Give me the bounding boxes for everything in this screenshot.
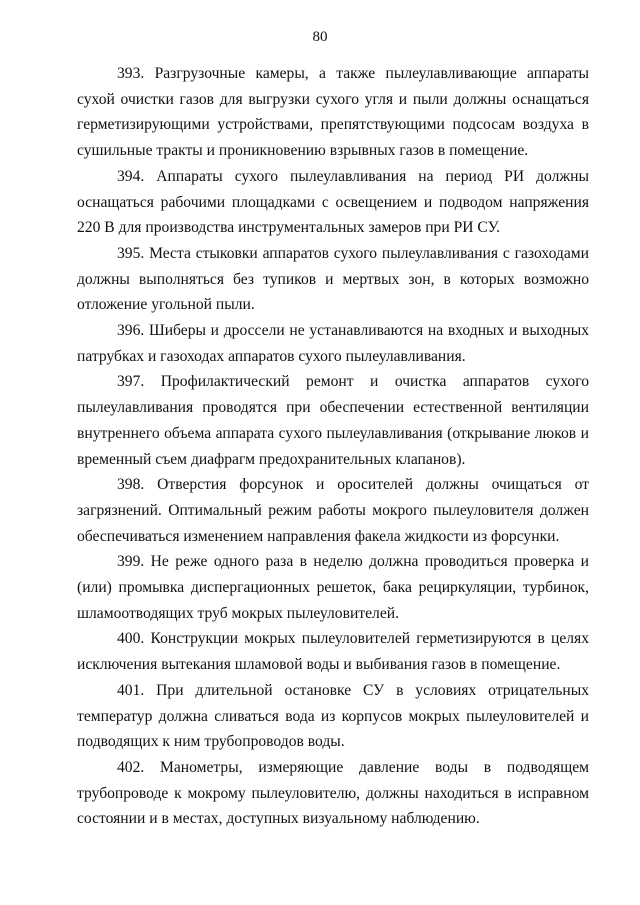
paragraph-393: 393. Разгрузочные камеры, а также пылеулавливающие аппараты сухой очистки газов для выгрузки сухого угля и пыли должны оснащаться герметизирующими устройствами, препятствующими подсосам воздуха в сушильные тракты и проникновению взрывных газов в помещение. (77, 65, 589, 160)
paragraph-397: 397. Профилактический ремонт и очистка аппаратов сухого пылеулавливания проводятся при обеспечении естественной вентиляции внутреннего объема аппарата сухого пылеулавливания (открывание люков и временный съем диафрагм предохранительных клапанов). (77, 373, 589, 468)
document-body (77, 61, 589, 832)
paragraph-401: 401. При длительной остановке СУ в условиях отрицательных температур должна сливаться вода из корпусов мокрых пылеуловителей и подводящих к ним трубопроводов воды. (77, 681, 589, 751)
page-number: 80 (312, 29, 328, 45)
paragraph-400: 400. Конструкции мокрых пылеуловителей герметизируются в целях исключения вытекания шламовой воды и выбивания газов в помещение. (77, 630, 589, 674)
paragraph-394: 394. Аппараты сухого пылеулавливания на период РИ должны оснащаться рабочими площадками с освещением и подводом напряжения 220 В для производства инструментальных замеров при РИ СУ. (77, 167, 589, 237)
paragraph-396: 396. Шиберы и дроссели не устанавливаются на входных и выходных патрубках и газоходах аппаратов сухого пылеулавливания. (77, 322, 589, 365)
paragraph-395: 395. Места стыковки аппаратов сухого пылеулавливания с газоходами должны выполняться без тупиков и мертвых зон, в которых возможно отложение угольной пыли. (77, 244, 589, 314)
paragraph-402: 402. Манометры, измеряющие давление воды в подводящем трубопроводе к мокрому пылеуловителю, должны находиться в исправном состоянии и в местах, доступных визуальному наблюдению. (77, 758, 589, 828)
paragraph-399: 399. Не реже одного раза в неделю должна проводиться проверка и (или) промывка диспергационных решеток, бака рециркуляции, турбинок, шламоотводящих труб мокрых пылеуловителей. (77, 553, 589, 622)
paragraph-398: 398. Отверстия форсунок и оросителей должны очищаться от загрязнений. Оптимальный режим работы мокрого пылеуловителя должен обеспечиваться изменением направления факела жидкости из форсунки. (77, 476, 589, 545)
